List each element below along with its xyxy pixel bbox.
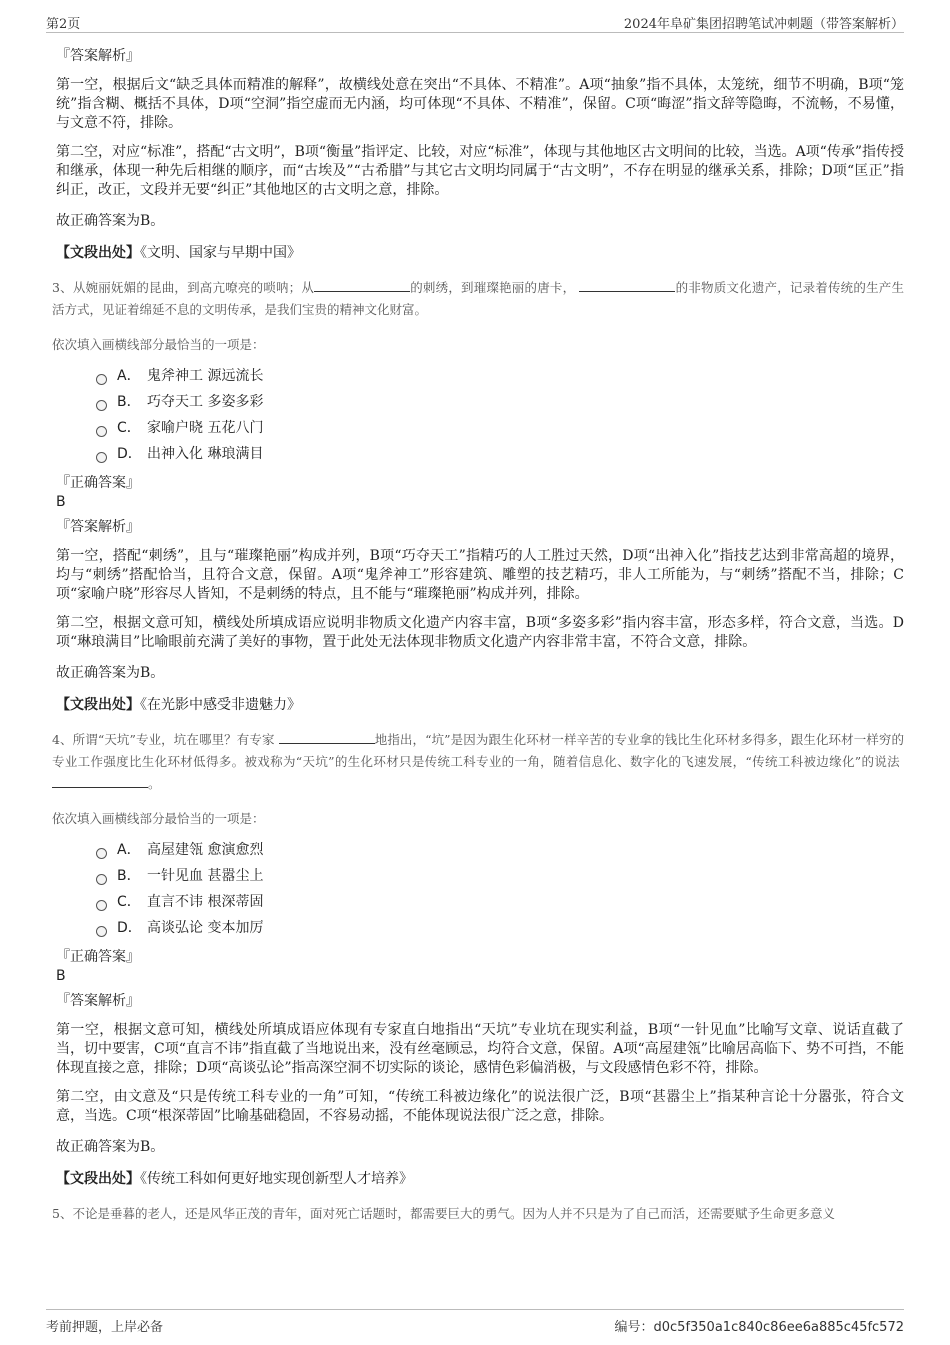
document-content	[52, 40, 904, 1225]
radio-icon[interactable]	[96, 926, 107, 937]
q4-analysis-para1: 第一空，根据文意可知，横线处所填成语应体现有专家直白地指出“天坑”专业坑在现实利益，B项“一针见血”比喻写文章、说话直截了当，切中要害，C项“直言不讳”指直截了当地说出来，没有丝毫顾忌，均符合文意，保留。A项“高屋建瓴”比喻居高临下、势不可挡，不能体现直接之意，排除；D项“高谈弘论”指高深空洞不切实际的谈论，感情色彩偏消极，与文段感情色彩不符，排除。	[56, 1022, 904, 1076]
source-label: 【文段出处】	[56, 245, 140, 261]
q2-conclusion: 故正确答案为B。	[56, 213, 165, 229]
q3-option-a[interactable]: A． 鬼斧神工 源远流长	[96, 363, 904, 389]
q3-question	[52, 277, 904, 321]
radio-icon[interactable]	[96, 374, 107, 385]
radio-icon[interactable]	[96, 848, 107, 859]
q3-options	[96, 363, 904, 467]
q2-source	[56, 243, 904, 263]
q2-analysis-para1: 第一空，根据后文“缺乏具体而精准的解释”，故横线处意在突出“不具体、不精准”。A项“抽象”指不具体，太笼统，细节不明确，B项“笼统”指含糊、概括不具体，D项“空洞”指空虚而无内涵，均可体现“不具体、不精准”，保留。C项“晦涩”指文辞等隐晦，不流畅，不易懂，与文意不符，排除。	[56, 77, 904, 131]
q4-blank-1	[279, 730, 375, 744]
q3-answer: B	[56, 494, 66, 510]
q3-option-d[interactable]: D． 出神入化 琳琅满目	[96, 441, 904, 467]
q4-text-c: 。	[148, 776, 161, 791]
q4-answer: B	[56, 968, 66, 984]
q3-analysis-para1: 第一空，搭配“刺绣”，且与“璀璨艳丽”构成并列，B项“巧夺天工”指精巧的人工胜过天然，D项“出神入化”指技艺达到非常高超的境界，均与“刺绣”搭配恰当，且符合文意，保留。A项“鬼斧神工”形容建筑、雕塑的技艺精巧，非人工所能为，与“刺绣”搭配不当，排除；C项“家喻户晓”形容尽人皆知，不是刺绣的特点，且不能与“璀璨艳丽”构成并列，排除。	[56, 548, 904, 602]
q4-option-c[interactable]: C． 直言不讳 根深蒂固	[96, 889, 904, 915]
code-value: d0c5f350a1c840c86ee6a885c45fc572	[653, 1320, 904, 1335]
page-footer	[46, 1309, 904, 1336]
q4-text-a: 4、所谓“天坑”专业，坑在哪里？有专家	[52, 732, 275, 747]
q3-option-b[interactable]: B． 巧夺天工 多姿多彩	[96, 389, 904, 415]
q3-conclusion: 故正确答案为B。	[56, 665, 165, 681]
q5-question: 5、不论是垂暮的老人，还是风华正茂的青年，面对死亡话题时，都需要巨大的勇气。因为人并不只是为了自己而活，还需要赋予生命更多意义	[52, 1206, 835, 1221]
q3-blank-2	[579, 278, 675, 292]
q3-blank-1	[314, 278, 410, 292]
correct-answer-label: 『正确答案』	[56, 475, 140, 491]
page-header	[46, 10, 904, 33]
q2-source-title: 《文明、国家与早期中国》	[140, 245, 301, 261]
radio-icon[interactable]	[96, 400, 107, 411]
q4-option-a[interactable]: A． 高屋建瓴 愈演愈烈	[96, 837, 904, 863]
source-label: 【文段出处】	[56, 1171, 140, 1187]
document-title: 2024年阜矿集团招聘笔试冲刺题（带答案解析）	[623, 17, 904, 32]
q4-option-d[interactable]: D． 高谈弘论 变本加厉	[96, 915, 904, 941]
q4-blank-2	[52, 774, 148, 788]
q4-instruction: 依次填入画横线部分最恰当的一项是：	[52, 811, 265, 826]
q3-option-c[interactable]: C． 家喻户晓 五花八门	[96, 415, 904, 441]
q4-option-b[interactable]: B． 一针见血 甚嚣尘上	[96, 863, 904, 889]
analysis-label: 『答案解析』	[56, 519, 140, 535]
q4-source-title: 《传统工科如何更好地实现创新型人才培养》	[140, 1171, 413, 1187]
radio-icon[interactable]	[96, 452, 107, 463]
page-number: 第2页	[46, 17, 81, 32]
q4-analysis-para2: 第二空，由文意及“只是传统工科专业的一角”可知，“传统工科被边缘化”的说法很广泛，B项“甚嚣尘上”指某种言论十分嚣张，符合文意，当选。C项“根深蒂固”比喻基础稳固，不容易动摇，不能体现说法很广泛之意，排除。	[56, 1089, 904, 1124]
source-label: 【文段出处】	[56, 697, 140, 713]
q4-conclusion: 故正确答案为B。	[56, 1139, 165, 1155]
q3-source	[56, 695, 904, 715]
q4-text-b: 地指出，“坑”是因为跟生化环材一样辛苦的专业拿的钱比生化环材多得多，跟生化环材一样穷的专业工作强度比生化环材低得多。被戏称为“天坑”的生化环材只是传统工科专业的一角，随着信息化、数字化的飞速发展，“传统工科被边缘化”的说法	[52, 732, 904, 769]
q4-options	[96, 837, 904, 941]
analysis-label: 『答案解析』	[56, 48, 140, 64]
q3-source-title: 《在光影中感受非遗魅力》	[140, 697, 301, 713]
q3-text-b: 的刺绣，到璀璨艳丽的唐卡，	[410, 280, 576, 295]
code-label: 编号：	[614, 1320, 654, 1335]
radio-icon[interactable]	[96, 426, 107, 437]
radio-icon[interactable]	[96, 874, 107, 885]
q3-text-c: 的非物质文化遗产，记录着传统的生产生活方式，见证着绵延不息的文明传承，是我们宝贵的精神文化财富。	[52, 280, 904, 317]
document-code	[614, 1316, 904, 1335]
q4-source	[56, 1169, 904, 1189]
radio-icon[interactable]	[96, 900, 107, 911]
q3-text-a: 3、从婉丽妩媚的昆曲，到高亢嘹亮的唢呐；从	[52, 280, 315, 295]
q2-analysis-para2: 第二空，对应“标准”，搭配“古文明”，B项“衡量”指评定、比较，对应“标准”，体现与其他地区古文明间的比较，当选。A项“传承”指传授和继承，体现一种先后相继的顺序，而“古埃及”“古希腊”与其它古文明均同属于“古文明”，不存在明显的继承关系，排除；D项“匡正”指纠正，改正，文段并无要“纠正”其他地区的古文明之意，排除。	[56, 144, 904, 198]
footer-slogan: 考前押题，上岸必备	[46, 1320, 164, 1335]
correct-answer-label: 『正确答案』	[56, 949, 140, 965]
q3-analysis-para2: 第二空，根据文意可知，横线处所填成语应说明非物质文化遗产内容丰富，B项“多姿多彩”指内容丰富，形态多样，符合文意，当选。D项“琳琅满目”比喻眼前充满了美好的事物，置于此处无法体现非物质文化遗产内容非常丰富，不符合文意，排除。	[56, 615, 904, 650]
q3-instruction: 依次填入画横线部分最恰当的一项是：	[52, 337, 265, 352]
analysis-label: 『答案解析』	[56, 993, 140, 1009]
q4-question	[52, 729, 904, 795]
